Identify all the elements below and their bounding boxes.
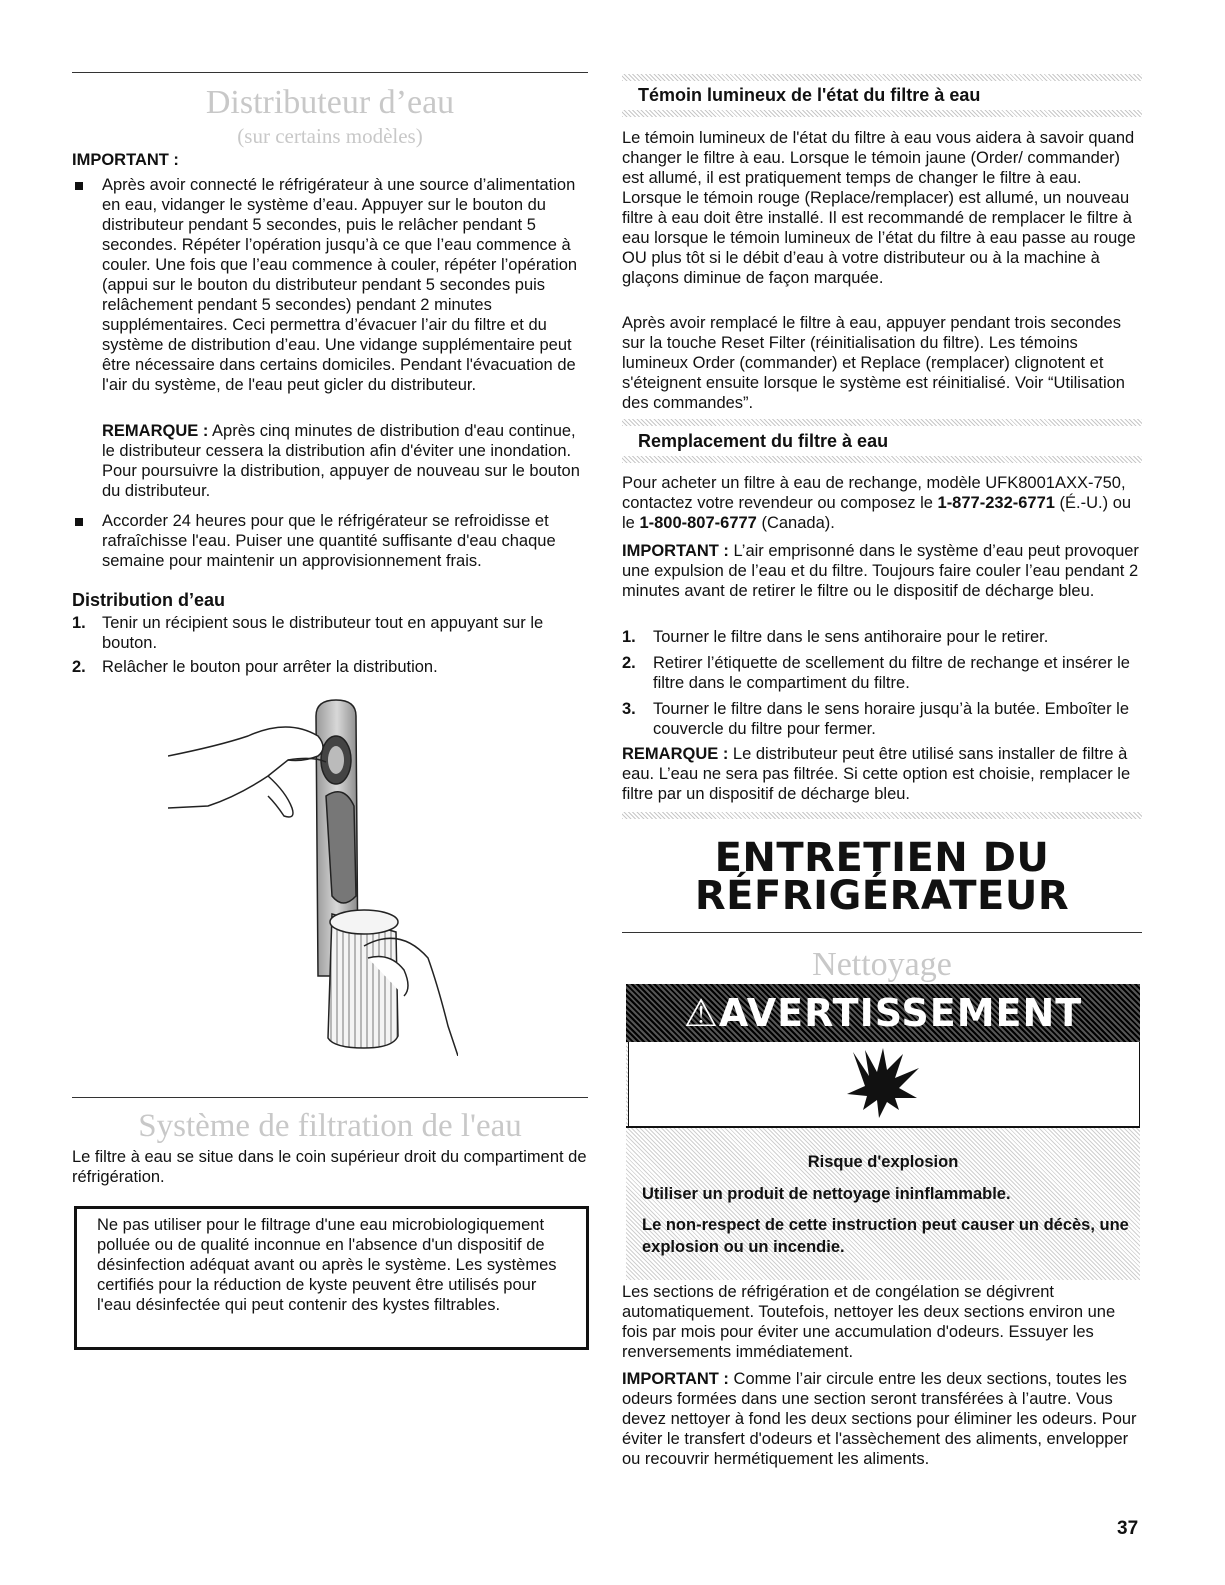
warning-risk: Risque d'explosion: [807, 1153, 959, 1171]
step-number: 1.: [72, 614, 86, 632]
section-rule: [622, 419, 1142, 426]
section-rule: [622, 932, 1142, 933]
dispenser-illustration: [168, 696, 458, 1056]
important-text: L’air emprisonné dans le système d’eau peut provoquer une expulsion de l’eau et du filtre. Toujours faire couler l’eau pendant 2 minutes avant de retirer le filtre ou le dispositif de décharge bleu.: [622, 542, 1139, 600]
bullet-text-cooldown: Accorder 24 heures pour que le réfrigérateur se refroidisse et rafraîchisse l'eau. Puiser une quantité suffisante d'eau chaque semaine pour maintenir un approvisionnement frais.: [102, 512, 556, 570]
warning-line1: Utiliser un produit de nettoyage ininflammable.: [642, 1185, 1011, 1203]
reset-paragraph: Après avoir remplacé le filtre à eau, appuyer pendant trois secondes sur la touche Reset Filter (réinitialisation du filtre). Les témoins lumineux Order (commander) et Replace (remplacer) clignotent et s'éteignent ensuite lorsque le système est réinitialisé. Voir “Utilisation des commandes”.: [622, 314, 1125, 412]
remark-label: REMARQUE :: [102, 422, 209, 440]
section-rule: [622, 456, 1142, 463]
step-number: 2.: [622, 654, 636, 672]
section-subtitle: (sur certains modèles): [237, 124, 423, 148]
explosion-icon: [843, 1048, 923, 1122]
step-text: Tourner le filtre dans le sens antihoraire pour le retirer.: [653, 628, 1049, 646]
distribution-heading: Distribution d’eau: [72, 590, 225, 610]
purchase-paragraph: [622, 473, 1142, 533]
maintenance-title-line2: RÉFRIGÉRATEUR: [694, 873, 1070, 919]
page-number: 37: [1117, 1518, 1139, 1539]
warning-line2: Le non-respect de cette instruction peut causer un décès, une explosion ou un incendie.: [642, 1216, 1129, 1256]
maintenance-title-line1: ENTRETIEN DU: [714, 835, 1050, 881]
bullet-marker: [75, 518, 83, 526]
section-rule: [72, 1097, 588, 1098]
step-text: Relâcher le bouton pour arrêter la distribution.: [102, 658, 438, 676]
section-rule: [622, 110, 1142, 117]
step-text: Tenir un récipient sous le distributeur tout en appuyant sur le bouton.: [102, 614, 544, 652]
important-paragraph: [622, 1369, 1142, 1469]
important-label: IMPORTANT :: [72, 151, 179, 169]
important-paragraph: [622, 541, 1142, 601]
phone-canada: 1-800-807-6777: [639, 514, 757, 532]
replacement-heading: Remplacement du filtre à eau: [638, 431, 889, 451]
section-rule: [72, 72, 588, 73]
important-text: Comme l’air circule entre les deux sections, toutes les odeurs formées dans une section seront transférées à l’autre. Vous devez nettoyer à fond les deux sections pour éliminer les odeurs. Pour éviter le transfert d'odeurs et l'assèchement des aliments, envelopper ou recouvrir hermétiquement les aliments.: [622, 1370, 1137, 1468]
section-title-filtration: Système de filtration de l'eau: [138, 1108, 522, 1144]
purchase-text: (É.-U.) ou le: [622, 494, 1132, 532]
indicator-heading: Témoin lumineux de l'état du filtre à eau: [638, 85, 981, 105]
phone-us: 1-877-232-6771: [937, 494, 1055, 512]
bullet-text-purge: Après avoir connecté le réfrigérateur à une source d’alimentation en eau, vidanger le système d’eau. Appuyer sur le bouton du distributeur pendant 5 secondes, puis le relâcher pendant 5 secondes. Répéter l’opération jusqu’à ce que l’eau commence à couler. Une fois que l’eau commence à couler, répéter l’opération (appui sur le bouton du distributeur pendant 5 secondes puis relâchement pendant 5 secondes) pendant 2 minutes supplémentaires. Ceci permettra d’évacuer l’air du filtre et du système de distribution d’eau. Une vidange supplémentaire peut être nécessaire dans certains domiciles. Pendant l'évacuation de l'air du système, de l'eau peut gicler du distributeur.: [102, 176, 578, 394]
important-label: IMPORTANT :: [622, 542, 729, 560]
purchase-text: Pour acheter un filtre à eau de rechange, modèle UFK8001AXX-750, contactez votre revendeur ou composez le: [622, 474, 1126, 512]
step-number: 1.: [622, 628, 636, 646]
warning-box: [626, 984, 1140, 1280]
warning-header-content: [626, 990, 1140, 1036]
section-rule: [622, 74, 1142, 81]
filter-location-text: Le filtre à eau se situe dans le coin supérieur droit du compartiment de réfrigération.: [72, 1148, 587, 1186]
step-number: 2.: [72, 658, 86, 676]
warning-triangle-icon: ⚠: [683, 991, 719, 1035]
step-number: 3.: [622, 700, 636, 718]
section-rule: [622, 812, 1142, 819]
divider: [626, 1126, 1140, 1128]
remark-text: Le distributeur peut être utilisé sans installer de filtre à eau. L’eau ne sera pas filtrée. Si cette option est choisie, remplacer le filtre par un dispositif de décharge bleu.: [622, 745, 1131, 803]
filtration-notice-text: Ne pas utiliser pour le filtrage d'une eau microbiologiquement polluée ou de qualité inconnue en l'absence d'un dispositif de désinfection adéquat avant ou après le système. Les systèmes certifiés pour la réduction de kyste peuvent être utilisés pour l'eau désinfectée qui peut contenir des kystes filtrables.: [97, 1216, 557, 1314]
section-title-water-dispenser: Distributeur d’eau: [205, 84, 455, 121]
warning-symbol-panel: [628, 1042, 1140, 1126]
indicator-paragraph: Le témoin lumineux de l'état du filtre à eau vous aidera à savoir quand changer le filtre à eau. Lorsque le témoin jaune (Order/ commander) est allumé, il est pratiquement temps de changer le filtre à eau. Lorsque le témoin rouge (Replace/remplacer) est allumé, un nouveau filtre à eau doit être installé. Il est recommandé de remplacer le filtre à eau lorsque le témoin lumineux de l’état du filtre à eau passe au rouge OU plus tôt si le débit d’eau à votre distributeur ou à la machine à glaçons diminue de façon marquée.: [622, 129, 1136, 287]
step-text: Tourner le filtre dans le sens horaire jusqu’à la butée. Emboîter le couvercle du filtre pour fermer.: [653, 700, 1130, 738]
important-label: IMPORTANT :: [622, 1370, 729, 1388]
bullet-marker: [75, 182, 83, 190]
cleaning-title: Nettoyage: [812, 946, 952, 983]
remark-paragraph: [622, 744, 1142, 804]
step-text: Retirer l’étiquette de scellement du filtre de rechange et insérer le filtre dans le compartiment du filtre.: [653, 654, 1130, 692]
remark-text: Après cinq minutes de distribution d'eau continue, le distributeur cessera la distribution afin d'éviter une inondation. Pour poursuivre la distribution, appuyer de nouveau sur le bouton du distributeur.: [102, 422, 580, 500]
defrost-paragraph: Les sections de réfrigération et de congélation se dégivrent automatiquement. Toutefois, nettoyer les deux sections environ une fois par mois pour éviter une accumulation d'odeurs. Essuyer les renversements immédiatement.: [622, 1283, 1116, 1361]
warning-label: AVERTISSEMENT: [718, 991, 1083, 1035]
filtration-notice-box: [74, 1206, 589, 1350]
purchase-text: (Canada).: [756, 514, 835, 532]
remark-paragraph: [102, 421, 588, 501]
remark-label: REMARQUE :: [622, 745, 729, 763]
